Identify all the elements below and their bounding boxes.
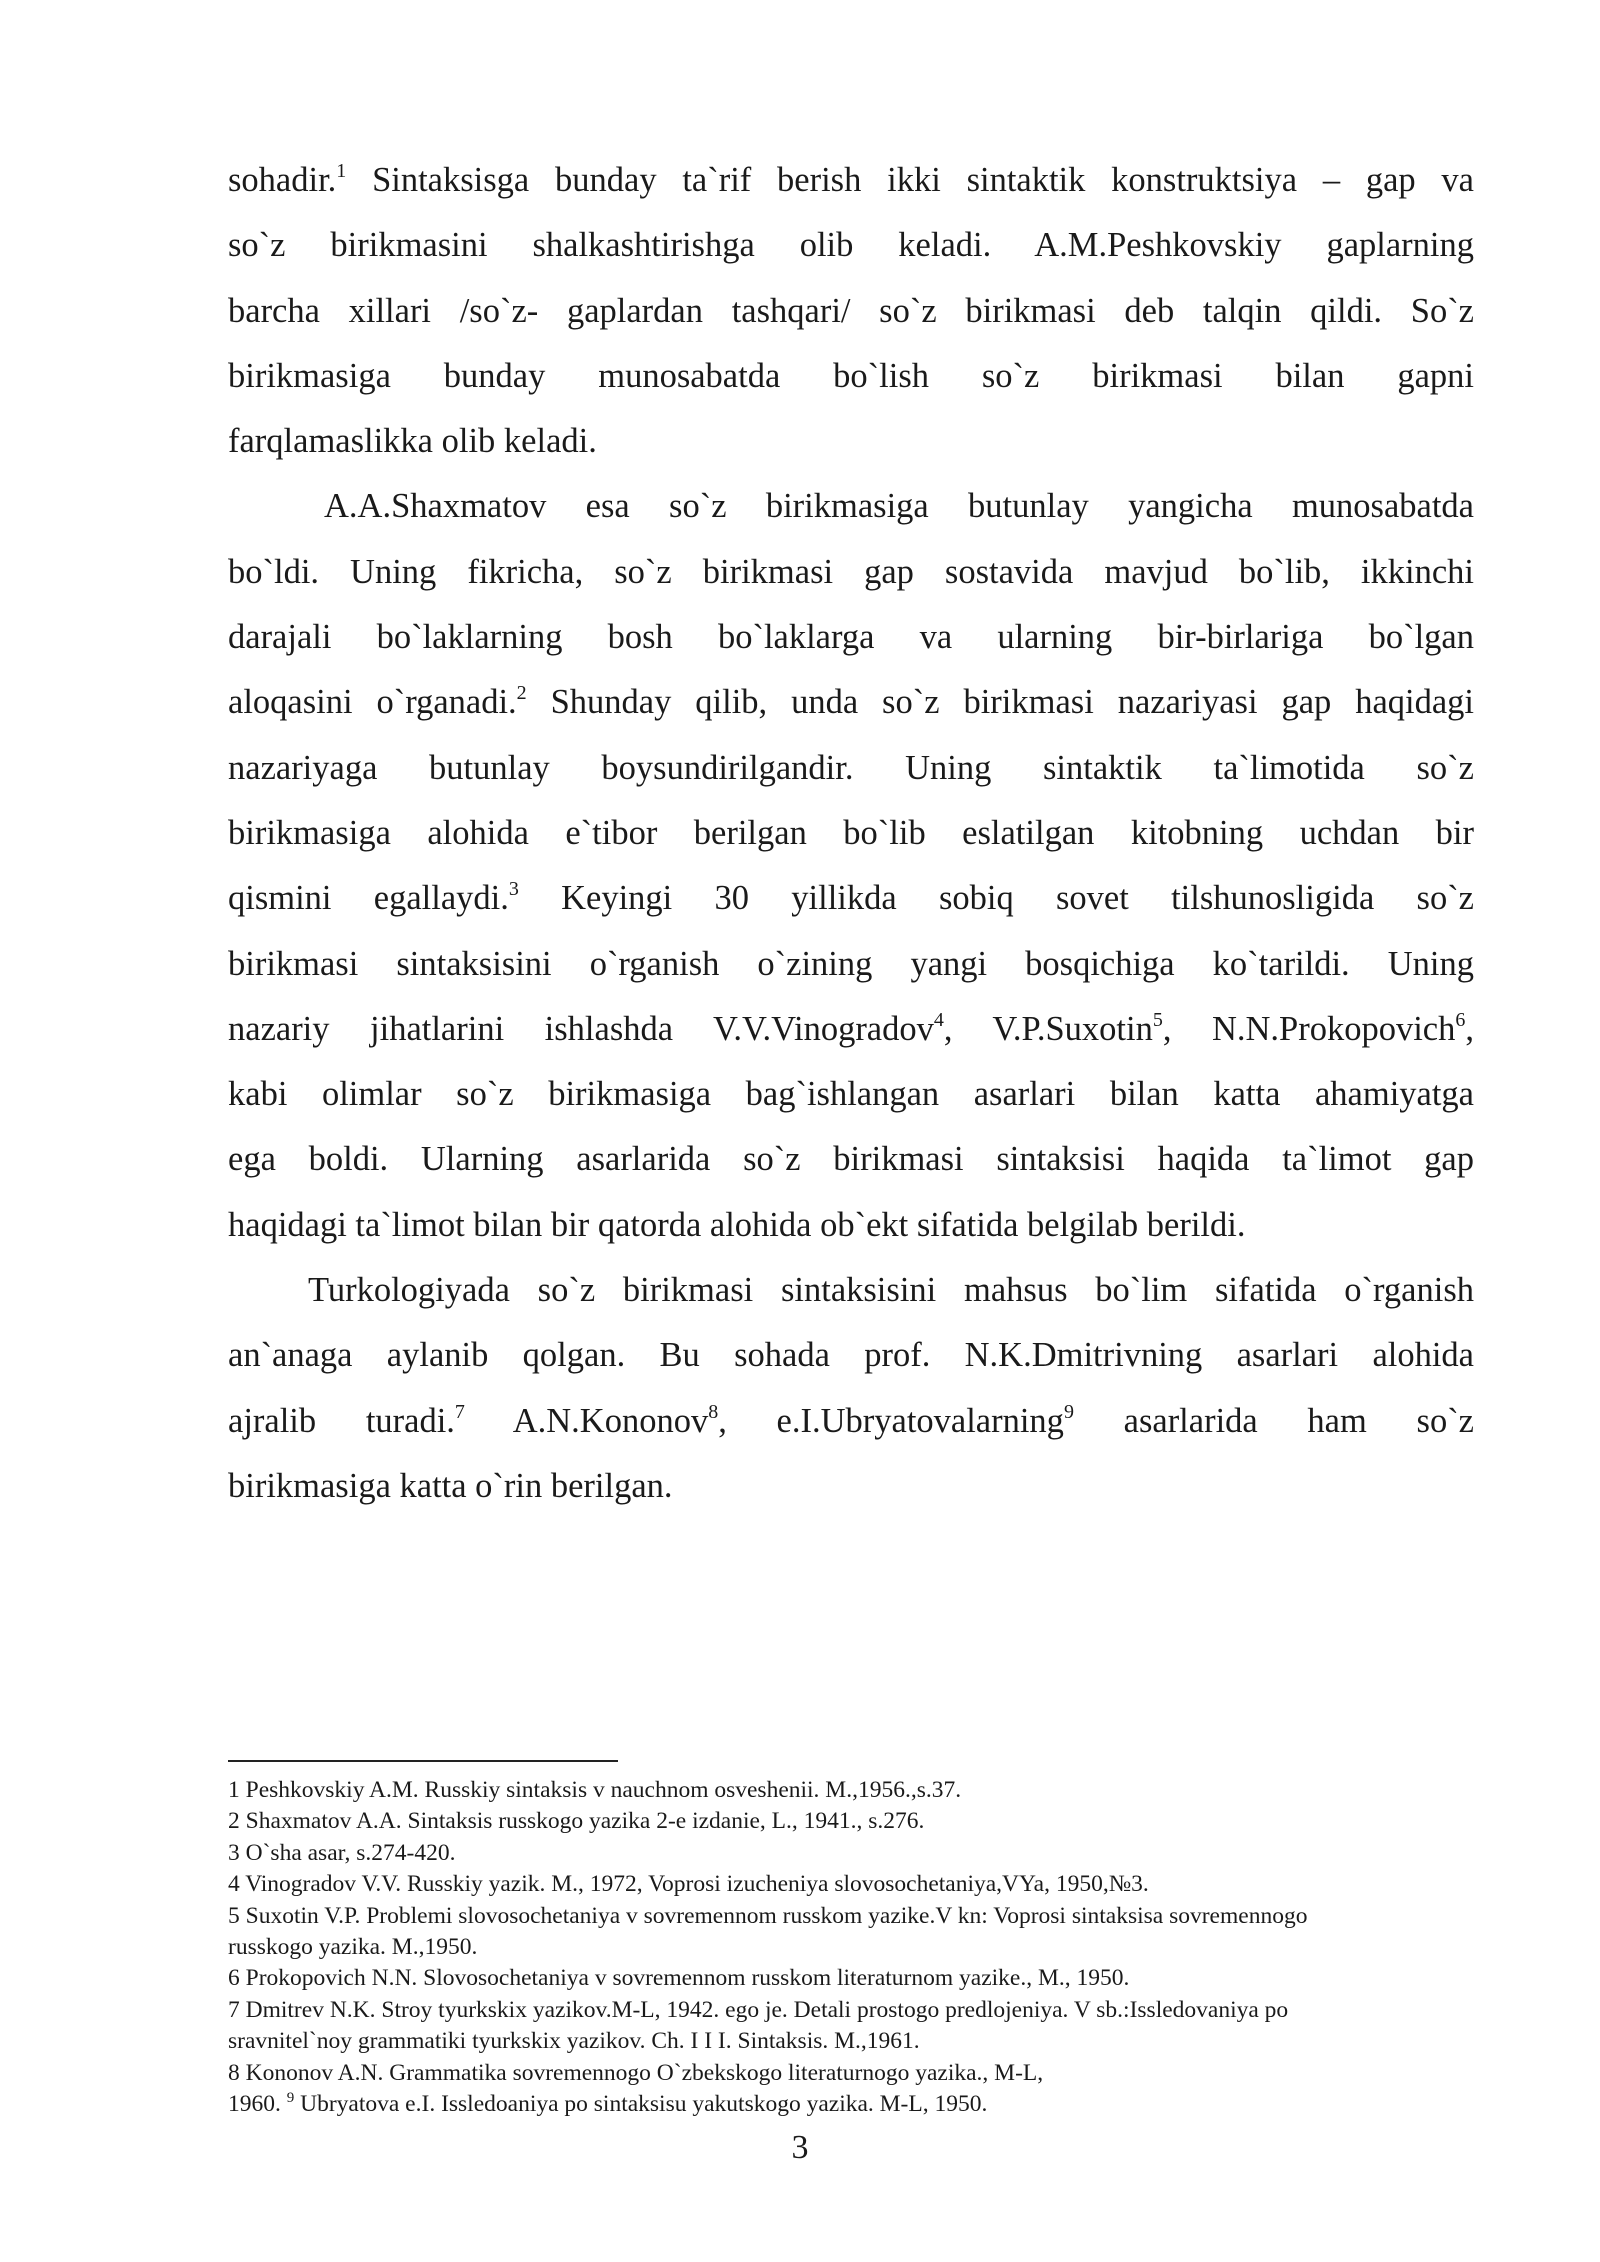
footnote-reference: 3 [508,878,519,901]
text-run: ajralib turadi. [228,1401,455,1440]
text-run: 3 O`sha asar, s.274-420. [228,1839,456,1866]
text-line [228,279,1474,344]
footnote-reference: 8 [708,1400,719,1423]
text-line [228,344,1474,409]
text-line [228,1127,1474,1192]
text-line [228,540,1474,605]
footnote-reference: 9 [286,2090,295,2107]
footnote-reference: 4 [933,1008,944,1031]
text-line [228,736,1474,801]
text-line [228,1193,1474,1258]
text-line [228,932,1474,997]
text-run: birikmasi sintaksisini o`rganish o`zining yangi bosqichiga ko`tarildi. Uning [228,944,1474,983]
text-run: darajali bo`laklarning bosh bo`laklarga va ularning bir-birlariga bo`lgan [228,618,1474,657]
text-line [228,1389,1474,1454]
paragraph [228,148,1474,474]
text-run: 8 Kononov A.N. Grammatika sovremennogo O`zbekskogo literaturnogo yazika., M-L, [228,2059,1044,2086]
text-run: sravnitel`noy grammatiki tyurkskix yazikov. Ch. I I I. Sintaksis. M.,1961. [228,2028,920,2055]
text-run: 6 Prokopovich N.N. Slovosochetaniya v sovremennom russkom literaturnom yazike., M., 1950. [228,1965,1130,1992]
footnote-line [228,2058,1528,2089]
text-line [228,409,1474,474]
text-run: sohadir. [228,161,337,199]
text-line [228,670,1474,735]
paragraph [228,1258,1474,1519]
text-run: , [1465,1009,1474,1048]
text-run: 1960. [228,2091,287,2118]
footnote-line [228,2026,1528,2057]
footnote-line [228,1775,1528,1806]
footnote-line [228,1963,1528,1994]
text-run: birikmasiga katta o`rin berilgan. [228,1466,673,1505]
text-line [228,801,1474,866]
text-run: A.A.Shaxmatov esa so`z birikmasiga butunlay yangicha munosabatda [324,487,1474,526]
text-run: 2 Shaxmatov A.A. Sintaksis russkogo yazika 2-e izdanie, L., 1941., s.276. [228,1808,925,1835]
footnote-line [228,1901,1528,1932]
text-line [228,1454,1474,1519]
paragraph [228,474,1474,1258]
text-run: so`z birikmasini shalkashtirishga olib keladi. A.M.Peshkovskiy gaplarning [228,226,1474,265]
text-run: asarlarida ham so`z [1073,1401,1474,1440]
text-run: bo`ldi. Uning fikricha, so`z birikmasi gap sostavida mavjud bo`lib, ikkinchi [228,552,1474,591]
footnote-line [228,1838,1528,1869]
text-line [228,1062,1474,1127]
footnote-reference: 1 [336,160,347,182]
text-run: , N.N.Prokopovich [1162,1009,1456,1048]
footnotes [228,1775,1528,2120]
text-line [228,605,1474,670]
footnote-line [228,1806,1528,1837]
text-run: Keyingi 30 yillikda sobiq sovet tilshunosligida so`z [518,879,1474,918]
text-line [228,866,1474,931]
footnote-reference: 5 [1152,1008,1163,1031]
text-run: , e.I.Ubryatovalarning [718,1401,1064,1440]
footnote-line [228,1869,1528,1900]
text-run: an`anaga aylanib qolgan. Bu sohada prof. N.K.Dmitrivning asarlari alohida [228,1336,1474,1375]
footnote-reference: 6 [1455,1008,1466,1031]
text-run: birikmasiga bunday munosabatda bo`lish so`z birikmasi bilan gapni [228,356,1474,395]
footnote-line [228,1932,1528,1963]
text-line [228,474,1474,539]
text-run: aloqasini o`rganadi. [228,683,517,722]
text-run: 1 Peshkovskiy A.M. Russkiy sintaksis v nauchnom osveshenii. M.,1956.,s.37. [228,1777,962,1803]
text-run: birikmasiga alohida e`tibor berilgan bo`lib eslatilgan kitobning uchdan bir [228,813,1474,852]
text-line [228,1323,1474,1388]
footnote-line [228,2089,1528,2120]
text-run: nazariy jihatlarini ishlashda V.V.Vinogradov [228,1009,934,1048]
text-line [228,1258,1474,1323]
text-line [228,997,1474,1062]
text-run: farqlamaslikka olib keladi. [228,422,597,461]
footnote-reference: 9 [1063,1400,1074,1423]
text-run: qismini egallaydi. [228,879,509,918]
text-run: 5 Suxotin V.P. Problemi slovosochetaniya v sovremennom russkom yazike.V kn: Voprosi sintaksisa sovremennogo [228,1902,1308,1929]
text-run: haqidagi ta`limot bilan bir qatorda alohida ob`ekt sifatida belgilab berildi. [228,1205,1246,1244]
footnote-separator [228,1760,618,1762]
text-line [228,213,1474,278]
text-run: nazariyaga butunlay boysundirilgandir. Uning sintaktik ta`limotida so`z [228,748,1474,787]
body-text [228,148,1474,1519]
text-run: 4 Vinogradov V.V. Russkiy yazik. M., 1972, Voprosi izucheniya slovosochetaniya,VYa, 1950,№3. [228,1871,1149,1898]
text-run: Sintaksisga bunday ta`rif berish ikki sintaktik konstruktsiya – gap va [346,161,1474,199]
text-run: ega boldi. Ularning asarlarida so`z birikmasi sintaksisi haqida ta`limot gap [228,1140,1474,1179]
text-line [228,148,1474,213]
text-run: russkogo yazika. M.,1950. [228,1934,478,1961]
text-run: kabi olimlar so`z birikmasiga bag`ishlangan asarlari bilan katta ahamiyatga [228,1075,1474,1114]
text-run: Ubryatova e.I. Issledoaniya po sintaksisu yakutskogo yazika. M-L, 1950. [294,2091,988,2118]
page-number: 3 [791,2129,809,2166]
footnote-line [228,1995,1528,2026]
text-run: A.N.Kononov [464,1401,709,1440]
text-run: barcha xillari /so`z- gaplardan tashqari/ so`z birikmasi deb talqin qildi. So`z [228,291,1474,330]
footnote-reference: 2 [516,682,527,705]
text-run: Shunday qilib, unda so`z birikmasi nazariyasi gap haqidagi [526,683,1474,722]
text-run: , V.P.Suxotin [943,1009,1153,1048]
text-run: Turkologiyada so`z birikmasi sintaksisini mahsus bo`lim sifatida o`rganish [308,1271,1474,1310]
footnote-reference: 7 [454,1400,465,1423]
text-run: 7 Dmitrev N.K. Stroy tyurkskix yazikov.M-L, 1942. ego je. Detali prostogo predlojeniya. V sb.:Issledovaniya po [228,1996,1289,2023]
